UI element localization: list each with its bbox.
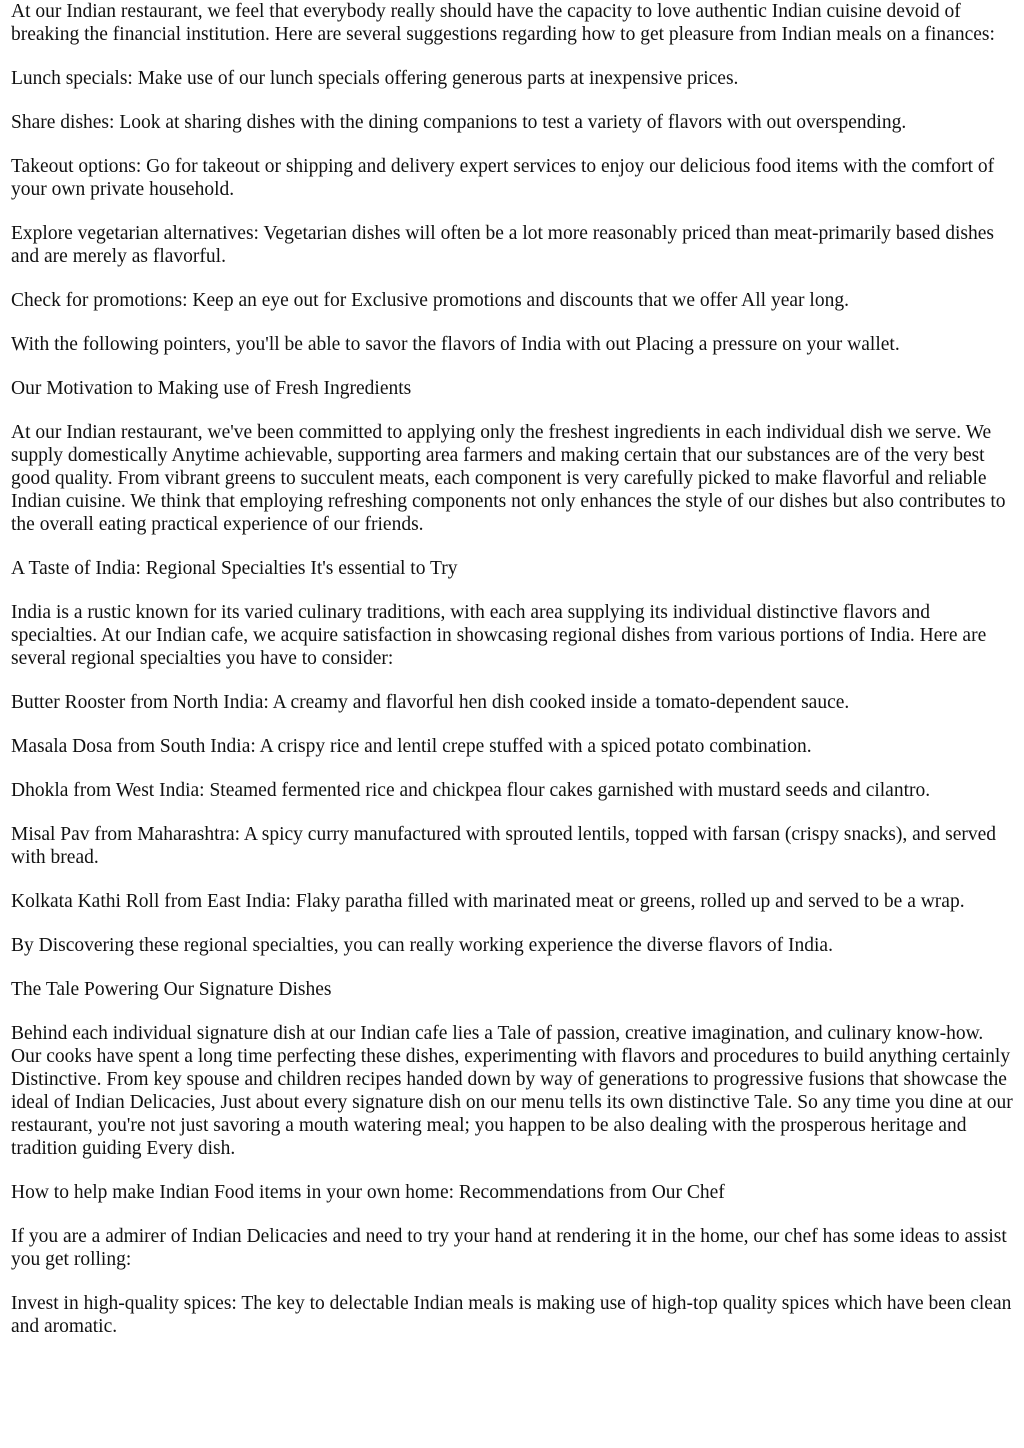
paragraph-takeout-options: Takeout options: Go for takeout or shipping and delivery expert services to enjoy our delicious food items with the comfort of your own private household. xyxy=(11,156,995,200)
paragraph-kathi-roll: Kolkata Kathi Roll from East India: Flaky paratha filled with marinated meat or greens, rolled up and served to be a wrap. xyxy=(11,891,965,912)
paragraph-misal-pav: Misal Pav from Maharashtra: A spicy curry manufactured with sprouted lentils, topped with farsan (crispy snacks), and served with bread. xyxy=(11,824,997,868)
paragraph-signature-dishes: Behind each individual signature dish at our Indian cafe lies a Tale of passion, creative imagination, and culinary know-how. Our cooks have spent a long time perfecting these dishes, experimenting with flavors and procedures to build anything certainly Distinctive. From key spouse and children recipes handed down by way of generations to progressive fusions that showcase the ideal of Indian Delicacies, Just about every signature dish on our menu tells its own distinctive Tale. So any time you dine at our restaurant, you're not just savoring a mouth watering meal; you happen to be also dealing with the prosperous heritage and tradition guiding Every dish. xyxy=(11,1023,1013,1159)
paragraph-masala-dosa: Masala Dosa from South India: A crispy rice and lentil crepe stuffed with a spiced potato combination. xyxy=(11,736,812,757)
paragraph-cook-at-home-intro: If you are a admirer of Indian Delicacies and need to try your hand at rendering it in the home, our chef has some ideas to assist you get rolling: xyxy=(11,1226,1007,1270)
paragraph-butter-rooster: Butter Rooster from North India: A creamy and flavorful hen dish cooked inside a tomato-dependent sauce. xyxy=(11,692,850,713)
paragraph-budget-conclusion: With the following pointers, you'll be able to savor the flavors of India with out Placing a pressure on your wallet. xyxy=(11,334,900,355)
heading-cook-at-home: How to help make Indian Food items in your own home: Recommendations from Our Chef xyxy=(11,1182,725,1203)
heading-signature-dishes: The Tale Powering Our Signature Dishes xyxy=(11,979,332,1000)
paragraph-dhokla: Dhokla from West India: Steamed fermented rice and chickpea flour cakes garnished with mustard seeds and cilantro. xyxy=(11,780,931,801)
paragraph-regional-intro: India is a rustic known for its varied culinary traditions, with each area supplying its individual distinctive flavors and specialties. At our Indian cafe, we acquire satisfaction in showcasing regional dishes from various portions of India. Here are several regional specialties you have to consider: xyxy=(11,602,987,669)
paragraph-vegetarian-alternatives: Explore vegetarian alternatives: Vegetarian dishes will often be a lot more reasonably priced than meat-primarily based dishes and are merely as flavorful. xyxy=(11,223,994,267)
heading-regional-specialties: A Taste of India: Regional Specialties It's essential to Try xyxy=(11,558,458,579)
paragraph-intro-budget: At our Indian restaurant, we feel that everybody really should have the capacity to love authentic Indian cuisine devoid of breaking the financial institution. Here are several suggestions regarding how to get pleasure from Indian meals on a finances: xyxy=(11,1,995,45)
paragraph-fresh-ingredients: At our Indian restaurant, we've been committed to applying only the freshest ingredients in each individual dish we serve. We supply domestically Anytime achievable, supporting area farmers and making certain that our substances are of the very best good quality. From vibrant greens to succulent meats, each component is very carefully picked to make flavorful and reliable Indian cuisine. We think that employing refreshing components not only enhances the style of our dishes but also contributes to the overall eating practical experience of our friends. xyxy=(11,422,1006,535)
heading-fresh-ingredients: Our Motivation to Making use of Fresh Ingredients xyxy=(11,378,412,399)
paragraph-promotions: Check for promotions: Keep an eye out for Exclusive promotions and discounts that we offer All year long. xyxy=(11,290,849,311)
paragraph-share-dishes: Share dishes: Look at sharing dishes with the dining companions to test a variety of flavors with out overspending. xyxy=(11,112,907,133)
paragraph-quality-spices: Invest in high-quality spices: The key to delectable Indian meals is making use of high-top quality spices which have been clean and aromatic. xyxy=(11,1293,1012,1337)
paragraph-lunch-specials: Lunch specials: Make use of our lunch specials offering generous parts at inexpensive prices. xyxy=(11,68,739,89)
paragraph-regional-conclusion: By Discovering these regional specialties, you can really working experience the diverse flavors of India. xyxy=(11,935,833,956)
